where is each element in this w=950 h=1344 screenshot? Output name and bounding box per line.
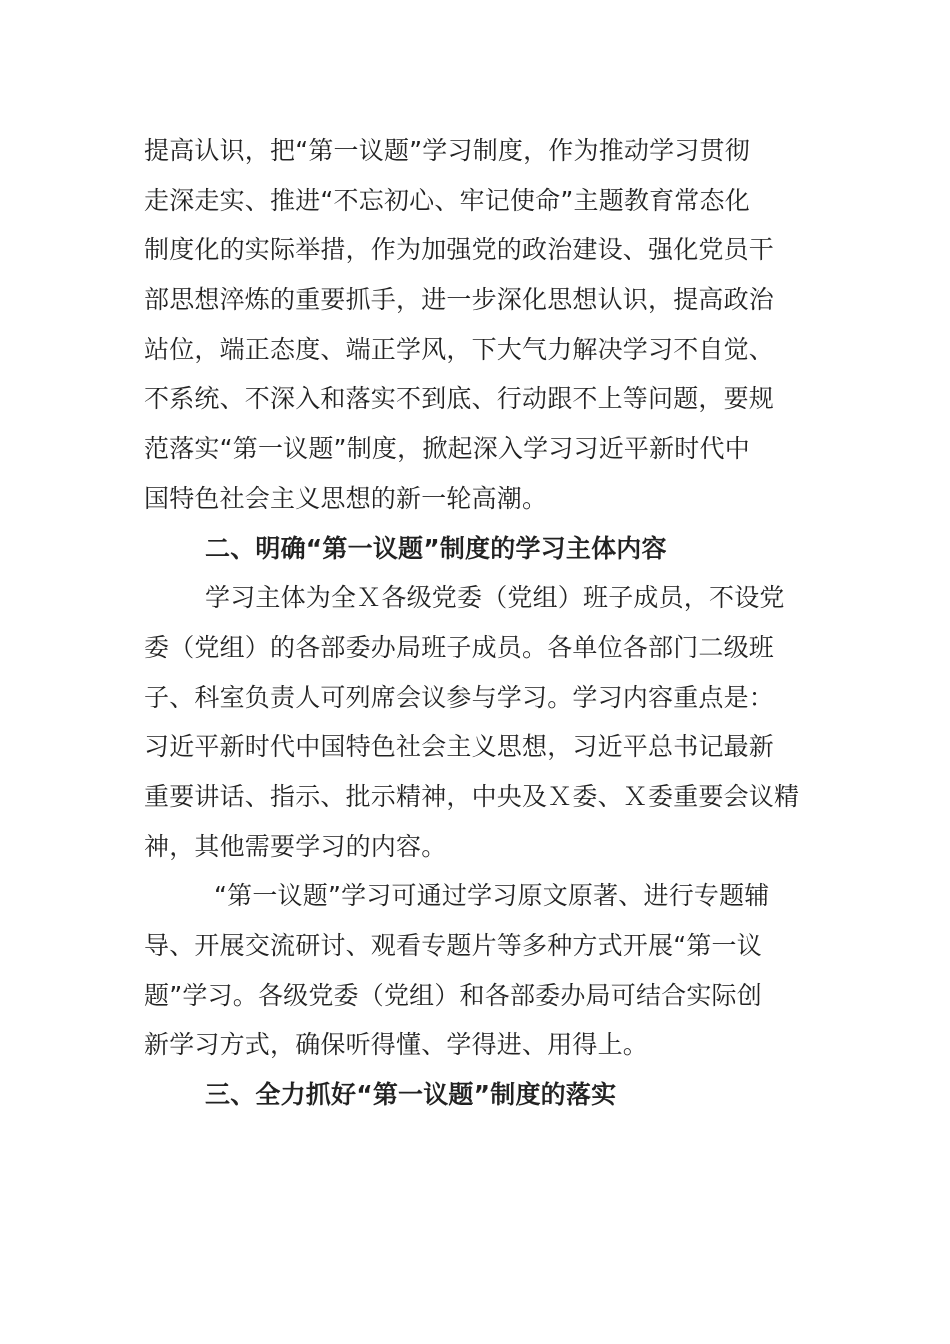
- paragraph-line: 部思想淬炼的重要抓手，进一步深化思想认识，提高政治: [144, 285, 775, 315]
- paragraph-line: 子、科室负责人可列席会议参与学习。学习内容重点是：: [144, 682, 775, 712]
- section-heading: 三、全力抓好“第一议题”制度的落实: [205, 1080, 617, 1110]
- paragraph-line: 范落实“第一议题”制度，掀起深入学习习近平新时代中: [144, 434, 750, 464]
- paragraph-line: 习近平新时代中国特色社会主义思想，习近平总书记最新: [144, 732, 775, 762]
- paragraph-line: 不系统、不深入和落实不到底、行动跟不上等问题，要规: [144, 384, 775, 414]
- paragraph-line: 学习主体为全Ｘ各级党委（党组）班子成员，不设党: [205, 583, 785, 613]
- paragraph-line: 委（党组）的各部委办局班子成员。各单位各部门二级班: [144, 632, 775, 662]
- paragraph-line: 制度化的实际举措，作为加强党的政治建设、强化党员干: [144, 235, 775, 265]
- paragraph-line: 题”学习。各级党委（党组）和各部委办局可结合实际创: [144, 980, 762, 1010]
- document-body: [144, 126, 810, 1120]
- paragraph-line: 提高认识，把“第一议题”学习制度，作为推动学习贯彻: [144, 136, 750, 165]
- paragraph-line: 神，其他需要学习的内容。: [144, 831, 447, 861]
- paragraph-line: 导、开展交流研讨、观看专题片等多种方式开展“第一议: [144, 931, 762, 960]
- section-heading: 二、明确“第一议题”制度的学习主体内容: [205, 533, 667, 563]
- paragraph-line: 站位，端正态度、端正学风，下大气力解决学习不自觉、: [144, 334, 775, 364]
- paragraph-line: 走深走实、推进“不忘初心、牢记使命”主题教育常态化: [144, 185, 750, 215]
- paragraph-line: 新学习方式，确保听得懂、学得进、用得上。: [144, 1030, 649, 1060]
- paragraph-line: “第一议题”学习可通过学习原文原著、进行专题辅: [214, 881, 770, 911]
- paragraph-line: 重要讲话、指示、批示精神，中央及Ｘ委、Ｘ委重要会议精: [144, 781, 800, 811]
- paragraph-line: 国特色社会主义思想的新一轮高潮。: [144, 483, 548, 513]
